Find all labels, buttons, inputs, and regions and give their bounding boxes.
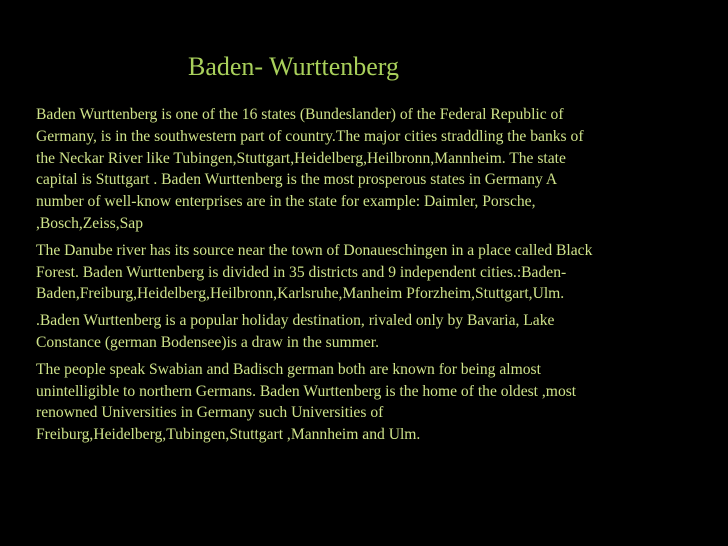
paragraph-holiday — [36, 310, 684, 354]
text-line: .Baden Wurttenberg is a popular holiday destination, rivaled only by Bavaria, Lake — [36, 312, 555, 330]
paragraph-overview — [36, 104, 684, 235]
slide-body — [36, 104, 684, 451]
text-line: number of well-know enterprises are in the state for example: Daimler, Porsche, — [36, 193, 536, 211]
text-line: capital is Stuttgart . Baden Wurttenberg is the most prosperous states in Germany A — [36, 171, 558, 189]
text-line: Baden Wurttenberg is one of the 16 states (Bundeslander) of the Federal Republic of — [36, 106, 564, 123]
text-line: ,Bosch,Zeiss,Sap — [36, 214, 143, 232]
text-line: Germany, is in the southwestern part of country.The major cities straddling the banks of — [36, 127, 584, 145]
slide-title: Baden- Wurttenberg — [188, 52, 399, 81]
paragraph-people — [36, 359, 684, 446]
text-line: Freiburg,Heidelberg,Tubingen,Stuttgart ,Mannheim and Ulm. — [36, 426, 421, 444]
text-line: renowned Universities in Germany such Universities of — [36, 404, 384, 422]
text-line: The Danube river has its source near the town of Donaueschingen in a place called Black — [36, 241, 593, 259]
text-line: Forest. Baden Wurttenberg is divided in 35 districts and 9 independent cities.:Baden- — [36, 263, 567, 281]
paragraph-danube — [36, 240, 684, 305]
text-line: Baden,Freiburg,Heidelberg,Heilbronn,Karlsruhe,Manheim Pforzheim,Stuttgart,Ulm. — [36, 285, 565, 303]
text-line: Constance (german Bodensee)is a draw in the summer. — [36, 333, 379, 351]
text-line: unintelligible to northern Germans. Baden Wurttenberg is the home of the oldest ,most — [36, 382, 577, 400]
text-line: the Neckar River like Tubingen,Stuttgart,Heidelberg,Heilbronn,Mannheim. The state — [36, 149, 566, 167]
text-line: The people speak Swabian and Badisch german both are known for being almost — [36, 360, 541, 378]
